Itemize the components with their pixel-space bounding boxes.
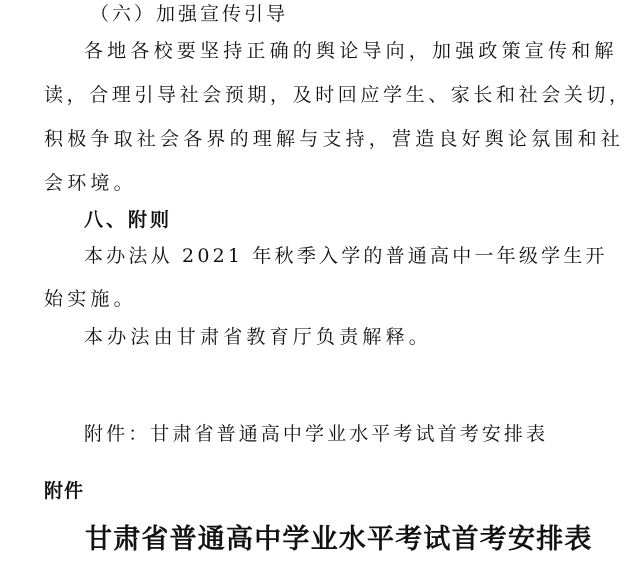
section-6-heading: （六）加强宣传引导 — [90, 3, 289, 25]
section-8-paragraph-line-1: 本办法从 2021 年秋季入学的普通高中一年级学生开 — [84, 245, 608, 267]
section-6-paragraph-line-2: 读，合理引导社会预期，及时回应学生、家长和社会关切， — [44, 84, 632, 106]
attachment-label: 附件 — [44, 480, 85, 502]
section-8-heading: 八、附则 — [84, 209, 173, 231]
section-8-paragraph-line-3: 本办法由甘肃省教育厅负责解释。 — [84, 326, 433, 348]
attachment-title: 甘肃省普通高中学业水平考试首考安排表 — [85, 524, 593, 555]
attachment-note: 附件：甘肃省普通高中学业水平考试首考安排表 — [84, 423, 549, 445]
section-6-paragraph-line-1: 各地各校要坚持正确的舆论导向，加强政策宣传和解 — [84, 40, 618, 62]
section-8-paragraph-line-2: 始实施。 — [44, 288, 137, 310]
section-6-paragraph-line-3: 积极争取社会各界的理解与支持，营造良好舆论氛围和社 — [44, 128, 625, 150]
section-6-paragraph-line-4: 会环境。 — [44, 172, 137, 194]
